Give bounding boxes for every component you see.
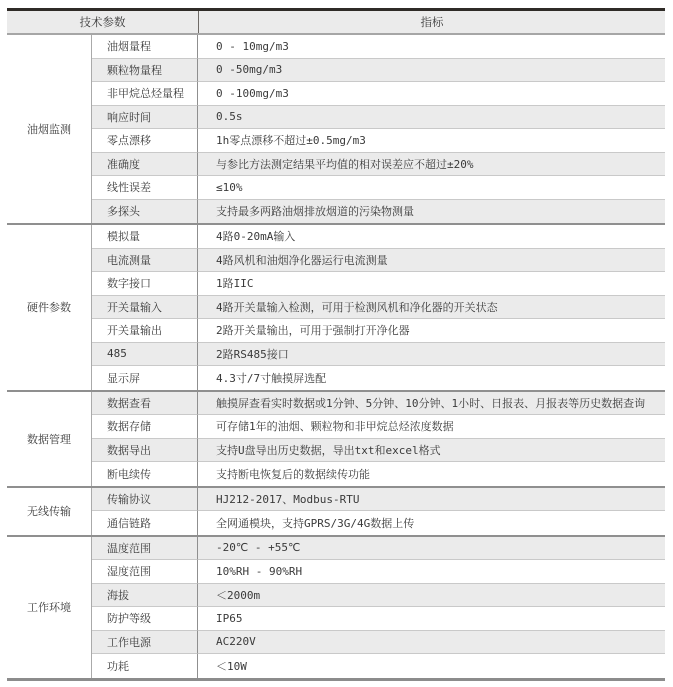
param-cell: 485 <box>92 343 198 367</box>
param-cell: 功耗 <box>92 654 198 678</box>
value-cell: 4.3寸/7寸触摸屏选配 <box>216 371 327 385</box>
value-cell: 2路RS485接口 <box>198 343 665 367</box>
param-cell: 显示屏 <box>92 366 198 390</box>
value-cell: -20℃ - +55℃ <box>198 537 665 561</box>
param-cell: 非甲烷总烃量程 <box>92 82 198 106</box>
value-cell: 支持断电恢复后的数据续传功能 <box>216 467 370 481</box>
param-cell: 零点漂移 <box>92 129 198 153</box>
group-label: 数据管理 <box>7 392 92 486</box>
value-cell: 触摸屏查看实时数据或1分钟、5分钟、10分钟、1小时、日报表、月报表等历史数据查询 <box>198 392 665 416</box>
table-header-row <box>7 11 665 35</box>
param-cell: 模拟量 <box>92 225 198 249</box>
param-cell: 准确度 <box>92 153 198 177</box>
spec-section <box>7 35 665 223</box>
param-cell: 电流测量 <box>92 249 198 273</box>
param-cell: 响应时间 <box>92 106 198 130</box>
param-cell: 湿度范围 <box>92 560 198 584</box>
param-cell: 工作电源 <box>92 631 198 655</box>
value-cell: 4路风机和油烟净化器运行电流测量 <box>198 249 665 273</box>
value-cell: 10%RH - 90%RH <box>198 560 665 584</box>
param-cell: 线性误差 <box>92 176 198 200</box>
value-cell: AC220V <box>198 631 665 655</box>
value-cell: HJ212-2017、Modbus-RTU <box>198 488 665 512</box>
group-label: 工作环境 <box>7 537 92 678</box>
value-cell: 支持最多两路油烟排放烟道的污染物测量 <box>198 200 665 224</box>
param-cell: 温度范围 <box>92 537 198 561</box>
value-cell: IP65 <box>198 607 665 631</box>
value-cell: ＜2000m <box>198 584 665 608</box>
value-cell: 0 - 10mg/m3 <box>198 35 665 59</box>
value-cell: 支持U盘导出历史数据，导出txt和excel格式 <box>198 439 665 463</box>
param-cell: 通信链路 <box>92 511 198 535</box>
header-cell-indicator: 指标 <box>198 11 665 33</box>
value-cell: 0.5s <box>198 106 665 130</box>
param-cell: 数据查看 <box>92 392 198 416</box>
param-cell: 传输协议 <box>92 488 198 512</box>
param-cell: 开关量输出 <box>92 319 198 343</box>
value-cell: 0 -100mg/m3 <box>198 82 665 106</box>
value-cell: 1h零点漂移不超过±0.5mg/m3 <box>198 129 665 153</box>
group-label: 油烟监测 <box>7 35 92 223</box>
spec-section <box>7 486 665 535</box>
spec-section <box>7 535 665 678</box>
param-cell: 数据存储 <box>92 415 198 439</box>
spec-section <box>7 223 665 390</box>
param-cell: 防护等级 <box>92 607 198 631</box>
value-cell: 可存储1年的油烟、颗粒物和非甲烷总烃浓度数据 <box>198 415 665 439</box>
param-cell: 海拔 <box>92 584 198 608</box>
table-body <box>7 35 665 678</box>
param-cell: 多探头 <box>92 200 198 224</box>
param-cell: 颗粒物量程 <box>92 59 198 83</box>
value-cell: 与参比方法测定结果平均值的相对误差应不超过±20% <box>198 153 665 177</box>
value-cell: ≤10% <box>198 176 665 200</box>
value-cell: 全网通模块，支持GPRS/3G/4G数据上传 <box>216 516 415 530</box>
param-cell: 数字接口 <box>92 272 198 296</box>
value-cell: 4路开关量输入检测，可用于检测风机和净化器的开关状态 <box>198 296 665 320</box>
group-label: 无线传输 <box>7 488 92 535</box>
param-cell: 数据导出 <box>92 439 198 463</box>
param-cell: 开关量输入 <box>92 296 198 320</box>
value-cell: 2路开关量输出，可用于强制打开净化器 <box>198 319 665 343</box>
value-cell: 1路IIC <box>198 272 665 296</box>
param-cell: 断电续传 <box>92 462 198 486</box>
header-cell-tech-params: 技术参数 <box>79 15 126 29</box>
value-cell: ＜10W <box>216 659 247 673</box>
value-cell: 4路0-20mA输入 <box>198 225 665 249</box>
value-cell: 0 -50mg/m3 <box>198 59 665 83</box>
param-cell: 油烟量程 <box>92 35 198 59</box>
spec-table <box>7 8 665 681</box>
spec-section <box>7 390 665 486</box>
group-label: 硬件参数 <box>7 225 92 390</box>
